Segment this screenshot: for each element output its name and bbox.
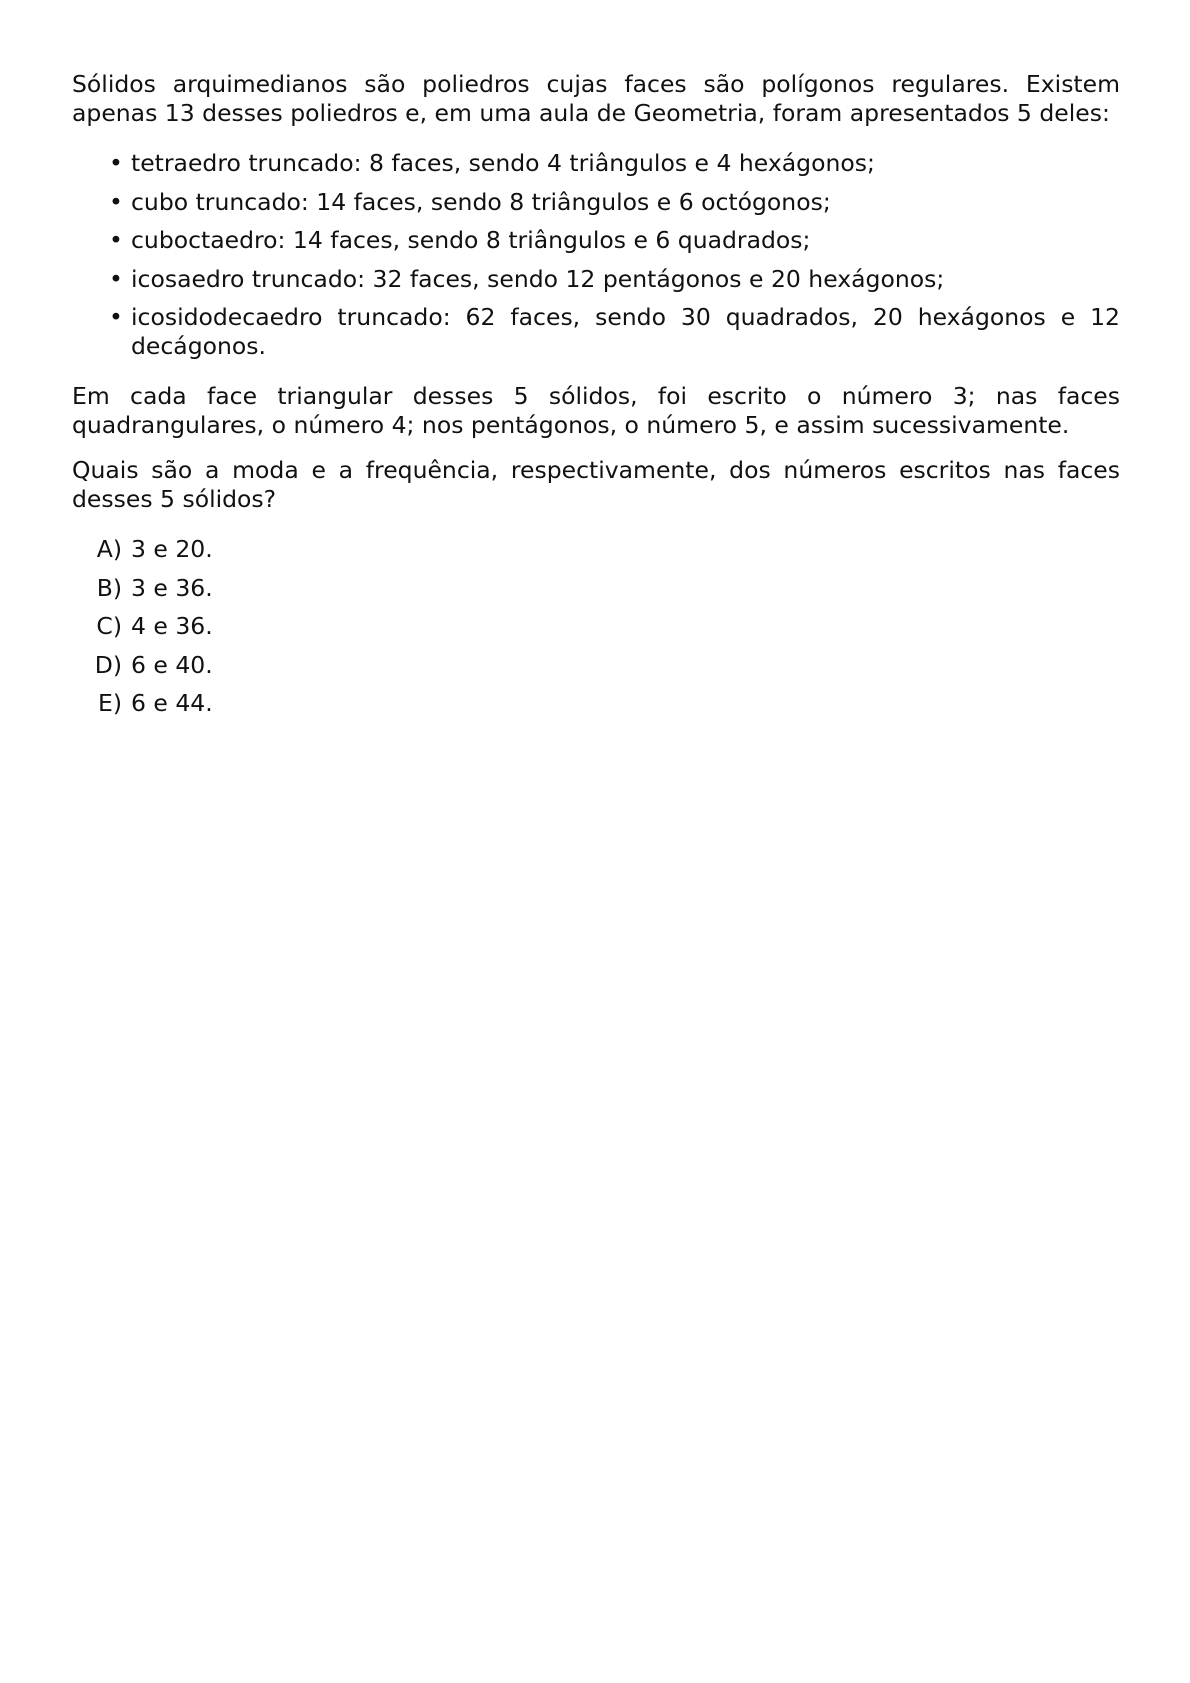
- solids-list: [72, 149, 1120, 361]
- list-item-text: icosidodecaedro truncado: 62 faces, sendo 30 quadrados, 20 hexágonos e 12 decágonos.: [131, 303, 1120, 360]
- statement-paragraph: Em cada face triangular desses 5 sólidos, foi escrito o número 3; nas faces quadrangulares, o número 4; nos pentágonos, o número 5, e assim sucessivamente.: [72, 382, 1120, 439]
- list-item-text: icosaedro truncado: 32 faces, sendo 12 pentágonos e 20 hexágonos;: [131, 264, 945, 293]
- list-item: [72, 188, 1120, 217]
- bullet-icon: •: [109, 187, 123, 216]
- option-letter: E): [97, 689, 122, 717]
- bullet-icon: •: [109, 226, 123, 254]
- option-text: 4 e 36.: [131, 612, 213, 640]
- list-item: [72, 149, 1120, 178]
- option-text: 3 e 20.: [131, 535, 213, 563]
- list-item: [72, 226, 1120, 255]
- list-item: [72, 303, 1120, 361]
- option-text: 3 e 36.: [131, 573, 213, 602]
- question-paragraph: Quais são a moda e a frequência, respectivamente, dos números escritos nas faces desses 5 sólidos?: [72, 456, 1120, 513]
- answer-option-a[interactable]: [72, 535, 1120, 564]
- list-item-text: tetraedro truncado: 8 faces, sendo 4 triângulos e 4 hexágonos;: [131, 149, 875, 177]
- answer-option-e[interactable]: [72, 689, 1120, 718]
- list-item-text: cubo truncado: 14 faces, sendo 8 triângulos e 6 octógonos;: [131, 187, 831, 216]
- option-text: 6 e 40.: [131, 650, 213, 679]
- answer-option-d[interactable]: [72, 651, 1120, 680]
- option-text: 6 e 44.: [131, 689, 213, 717]
- answer-option-c[interactable]: [72, 612, 1120, 641]
- bullet-icon: •: [109, 303, 123, 331]
- question-document: [72, 70, 1120, 728]
- option-letter: D): [94, 650, 122, 679]
- intro-paragraph: Sólidos arquimedianos são poliedros cujas faces são polígonos regulares. Existem apenas 13 desses poliedros e, em uma aula de Geometria, foram apresentados 5 deles:: [72, 70, 1120, 127]
- bullet-icon: •: [109, 149, 123, 177]
- answer-option-b[interactable]: [72, 574, 1120, 603]
- option-letter: A): [96, 535, 122, 563]
- answer-options: [72, 535, 1120, 718]
- option-letter: C): [96, 612, 122, 640]
- list-item-text: cuboctaedro: 14 faces, sendo 8 triângulos e 6 quadrados;: [131, 226, 811, 254]
- option-letter: B): [96, 573, 122, 602]
- list-item: [72, 265, 1120, 294]
- bullet-icon: •: [109, 264, 123, 293]
